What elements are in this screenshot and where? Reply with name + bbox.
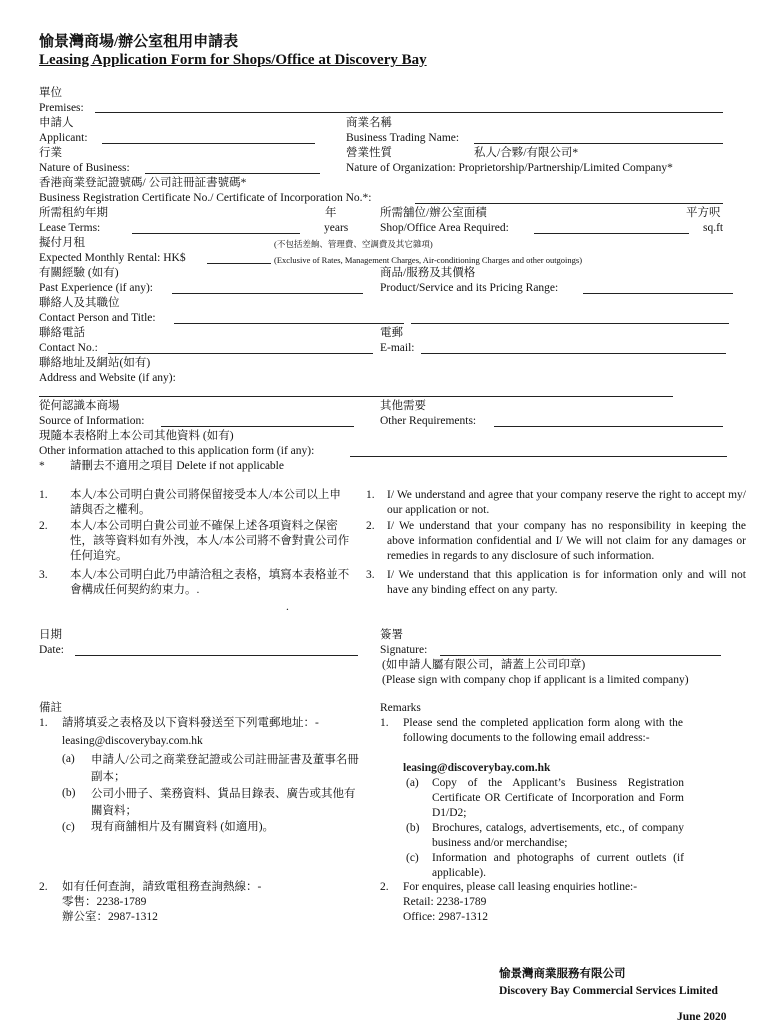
nature-org-label-zh: 營業性質 [346,147,392,159]
address-label-zh: 聯絡地址及網站(如有) [39,357,151,369]
rent-input-line[interactable] [207,263,271,264]
remarks-zh-office: 辦公室：2987-1312 [62,911,158,923]
remarks-en-sub-b-text: Brochures, catalogs, advertisements, etc., of company business and/or merchandise; [432,822,684,849]
footer-company-zh: 愉景灣商業服務有限公司 [499,968,626,980]
title-chinese: 愉景灣商場/辦公室租用申請表 [39,34,239,50]
decl-en-2-num: 2. [366,520,375,532]
address-input-line[interactable] [39,396,673,397]
remarks-zh-1-num: 1. [39,717,48,729]
signature-label-zh: 簽署 [380,629,403,641]
remarks-zh-2-num: 2. [39,881,48,893]
trading-name-input-line[interactable] [474,143,723,144]
remarks-en-email[interactable]: leasing@discoverybay.com.hk [403,762,551,774]
br-cert-input-line[interactable] [415,203,723,204]
remarks-zh-2-text: 如有任何查詢，請致電租務查詢熱線：- [62,881,262,893]
remarks-en-office: Office: 2987-1312 [403,911,489,923]
signature-input-line[interactable] [440,655,721,656]
premises-label-zh: 單位 [39,87,62,99]
remarks-zh-retail: 零售：2238-1789 [62,896,147,908]
rent-label-zh: 擬付月租 [39,237,85,249]
applicant-label-en: Applicant: [39,132,88,144]
decl-en-3-text: I/ We understand that this application is for information only and will not have any binding effect on any party. [387,569,746,596]
source-label-en: Source of Information: [39,415,145,427]
applicant-input-line[interactable] [102,143,315,144]
chop-note-en: (Please sign with company chop if applicant is a limited company) [382,674,689,686]
source-label-zh: 從何認識本商場 [39,400,120,412]
premises-input-line[interactable] [95,112,723,113]
remarks-zh-email[interactable]: leasing@discoverybay.com.hk [62,735,203,747]
nature-org-label-en: Nature of Organization: Proprietorship/Partnership/Limited Company* [346,162,673,174]
contact-person-input-line[interactable] [174,323,404,324]
contact-person-label-zh: 聯絡人及其職位 [39,297,120,309]
area-label-en: Shop/Office Area Required: [380,222,509,234]
decl-en-1-num: 1. [366,489,375,501]
remarks-en-sub-c-text: Information and photographs of current outlets (if applicable). [432,852,684,879]
experience-label-en: Past Experience (if any): [39,282,153,294]
source-input-line[interactable] [161,426,354,427]
remarks-zh-sub-c-label: (c) [62,821,75,833]
footer-company-en: Discovery Bay Commercial Services Limited [499,985,718,997]
decl-en-2-text: I/ We understand that your company has no responsibility in keeping the above information confidential and I/ We will not claim for any damages or remedies in regards to any disclosure of such information. [387,520,746,562]
remarks-en-sub-a-label: (a) [406,777,419,789]
other-info-input-line[interactable] [350,456,727,457]
trading-name-label-en: Business Trading Name: [346,132,460,144]
other-req-input-line[interactable] [494,426,723,427]
decl-zh-3-text: 本人/本公司明白此乃申請洽租之表格，填寫本表格並不會構成任何契約約束力。. [70,569,350,596]
decl-zh-1-num: 1. [39,489,48,501]
decl-zh-3-num: 3. [39,569,48,581]
nature-business-label-en: Nature of Business: [39,162,130,174]
product-label-zh: 商品/服務及其價格 [380,267,476,279]
address-label-en: Address and Website (if any): [39,372,176,384]
decl-zh-2-num: 2. [39,520,48,532]
area-unit-en: sq.ft [703,222,724,234]
signature-label-en: Signature: [380,644,428,656]
date-input-line[interactable] [75,655,358,656]
lease-terms-label-en: Lease Terms: [39,222,101,234]
product-input-line[interactable] [583,293,733,294]
contact-no-label-en: Contact No.: [39,342,98,354]
remarks-zh-sub-c-text: 現有商舖相片及有關資料 (如適用)。 [91,821,275,833]
other-req-label-en: Other Requirements: [380,415,477,427]
lease-unit-zh: 年 [325,207,337,219]
remarks-zh-sub-b-label: (b) [62,787,76,799]
premises-label-en: Premises: [39,102,84,114]
title-english: Leasing Application Form for Shops/Office at Discovery Bay [39,52,427,68]
email-label-zh: 電郵 [380,327,403,339]
contact-person-label-en: Contact Person and Title: [39,312,156,324]
lease-terms-label-zh: 所需租約年期 [39,207,108,219]
date-label-en: Date: [39,644,64,656]
remarks-en-2-num: 2. [380,881,389,893]
other-info-label-en: Other information attached to this application form (if any): [39,445,315,457]
remarks-en-retail: Retail: 2238-1789 [403,896,487,908]
product-label-en: Product/Service and its Pricing Range: [380,282,559,294]
decl-zh-2-text: 本人/本公司明白貴公司並不確保上述各項資料之保密性，該等資料如有外洩，本人/本公司將不會對貴公司作任何追究。 [70,520,350,562]
decl-zh-1-text: 本人/本公司明白貴公司將保留接受本人/本公司以上申請與否之權利。 [70,489,341,516]
date-label-zh: 日期 [39,629,62,641]
br-cert-label-en: Business Registration Certificate No./ Certificate of Incorporation No.*: [39,192,372,204]
remarks-zh-1-text: 請將填妥之表格及以下資料發送至下列電郵地址：- [62,717,319,729]
experience-input-line[interactable] [172,293,363,294]
delete-note-star: * [39,460,45,472]
footer-date: June 2020 [677,1011,727,1023]
br-cert-label-zh: 香港商業登記證號碼/ 公司註冊証書號碼* [39,177,247,189]
email-label-en: E-mail: [380,342,415,354]
contact-no-input-line[interactable] [108,353,373,354]
decl-en-1-text: I/ We understand and agree that your company reserve the right to accept my/ our application or not. [387,489,746,516]
other-req-label-zh: 其他需要 [380,400,426,412]
applicant-label-zh: 申請人 [39,117,74,129]
nature-business-input-line[interactable] [145,173,320,174]
lease-terms-input-line[interactable] [132,233,300,234]
delete-note: 請刪去不適用之項目 Delete if not applicable [70,460,284,472]
remarks-heading-zh: 備註 [39,702,62,714]
chop-note-zh: (如申請人屬有限公司，請蓋上公司印章) [382,659,586,671]
other-info-label-zh: 現隨本表格附上本公司其他資料 (如有) [39,430,234,442]
contact-no-label-zh: 聯絡電話 [39,327,85,339]
stray-dot: . [286,601,289,613]
area-label-zh: 所需舖位/辦公室面積 [380,207,487,219]
remarks-en-1-text: Please send the completed application form along with the following documents to the following email address:- [403,717,683,744]
remarks-zh-sub-a-label: (a) [62,753,75,765]
rent-note-zh: (不包括差餉、管理費、空調費及其它雜項) [274,239,433,249]
trading-name-label-zh: 商業名稱 [346,117,392,129]
contact-title-input-line[interactable] [411,323,729,324]
lease-unit-en: years [324,222,349,234]
rent-label-en: Expected Monthly Rental: HK$ [39,252,186,264]
email-input-line[interactable] [421,353,726,354]
remarks-en-1-num: 1. [380,717,389,729]
remarks-en-2-text: For enquires, please call leasing enquiries hotline:- [403,881,638,893]
remarks-en-sub-b-label: (b) [406,822,420,834]
experience-label-zh: 有關經驗 (如有) [39,267,119,279]
remarks-heading-en: Remarks [380,702,421,714]
area-input-line[interactable] [534,233,689,234]
area-unit-zh: 平方呎 [686,207,721,219]
nature-business-label-zh: 行業 [39,147,62,159]
remarks-zh-sub-a-text: 申請人/公司之商業登記證或公司註冊証書及董事名冊副本； [91,754,359,783]
decl-en-3-num: 3. [366,569,375,581]
remarks-en-sub-a-text: Copy of the Applicant’s Business Registration Certificate OR Certificate of Incorporation and Form D1/D2; [432,777,684,819]
remarks-zh-sub-b-text: 公司小冊子、業務資料、貨品目錄表、廣告或其他有關資料； [91,788,356,817]
nature-org-options-zh: 私人/合夥/有限公司* [474,147,579,159]
rent-note-en: (Exclusive of Rates, Management Charges, Air-conditioning Charges and other outgoings) [274,255,583,265]
remarks-en-sub-c-label: (c) [406,852,419,864]
